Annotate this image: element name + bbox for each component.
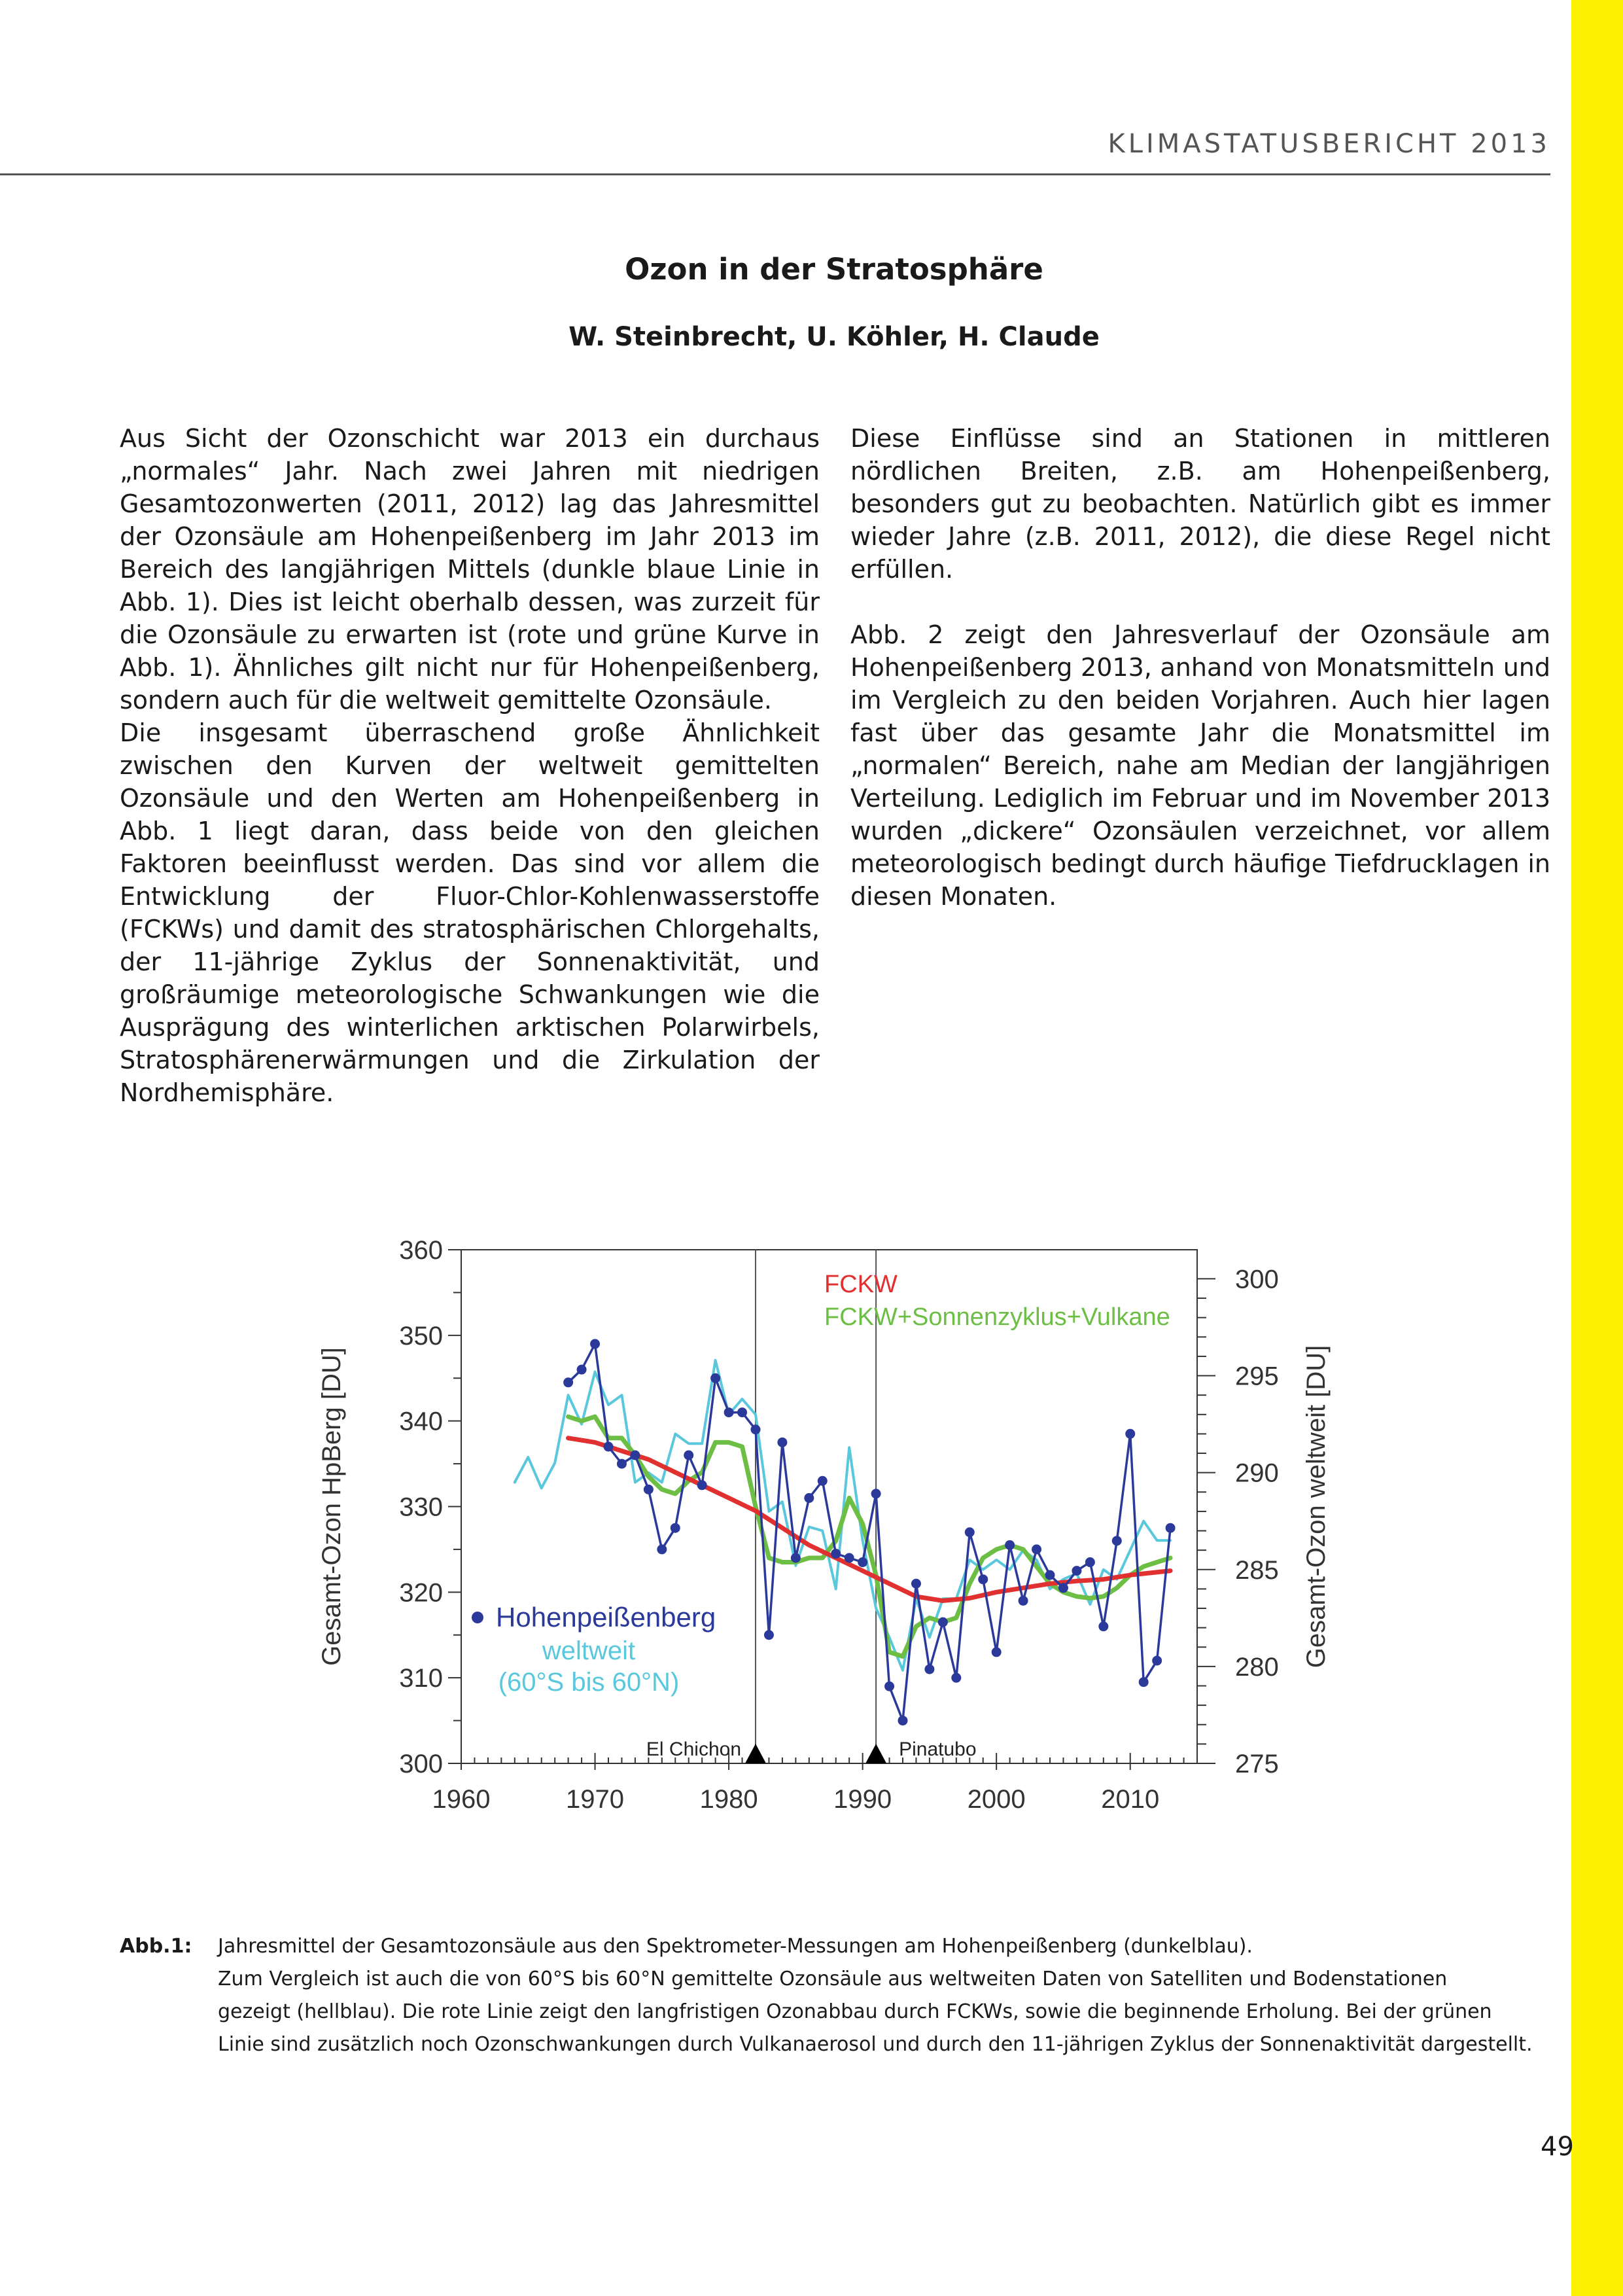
page-number: 49 xyxy=(1541,2132,1574,2162)
event-label: Pinatubo xyxy=(899,1739,977,1760)
right-column xyxy=(850,422,1550,913)
y2-tick-label: 285 xyxy=(1235,1555,1279,1585)
y2-tick-label: 300 xyxy=(1235,1265,1279,1294)
data-point-hohenpeissenberg xyxy=(1032,1544,1041,1554)
data-point-hohenpeissenberg xyxy=(697,1480,707,1490)
data-point-hohenpeissenberg xyxy=(804,1493,814,1503)
event-label: El Chichon xyxy=(646,1739,741,1760)
ozone-chart xyxy=(301,1210,1348,1852)
data-point-hohenpeissenberg xyxy=(1005,1540,1015,1550)
data-point-hohenpeissenberg xyxy=(992,1647,1002,1657)
y2-tick-label: 290 xyxy=(1235,1458,1279,1488)
data-point-hohenpeissenberg xyxy=(845,1553,854,1563)
legend-hohenpeissenberg: Hohenpeißenberg xyxy=(496,1602,716,1633)
data-point-hohenpeissenberg xyxy=(671,1523,680,1533)
data-point-hohenpeissenberg xyxy=(657,1544,667,1554)
data-point-hohenpeissenberg xyxy=(965,1527,975,1537)
article-authors: W. Steinbrecht, U. Köhler, H. Claude xyxy=(568,322,1100,352)
y-tick-label: 300 xyxy=(399,1750,443,1778)
y-tick-label: 320 xyxy=(399,1578,443,1608)
data-point-hohenpeissenberg xyxy=(1045,1570,1055,1580)
data-point-hohenpeissenberg xyxy=(1019,1596,1028,1606)
series-line-fckw xyxy=(568,1438,1171,1601)
y-axis-label: Gesamt-Ozon HpBerg [DU] xyxy=(317,1347,346,1666)
data-point-hohenpeissenberg xyxy=(1139,1677,1149,1687)
data-point-hohenpeissenberg xyxy=(884,1682,894,1691)
data-point-hohenpeissenberg xyxy=(1112,1536,1122,1545)
caption-label: Abb.1: xyxy=(120,1935,192,1958)
event-marker xyxy=(865,1744,886,1763)
data-point-hohenpeissenberg xyxy=(871,1489,881,1498)
y-tick-label: 330 xyxy=(399,1492,443,1522)
header-title: KLIMASTATUSBERICHT 2013 xyxy=(1108,129,1550,159)
data-point-hohenpeissenberg xyxy=(951,1673,961,1683)
legend-weltweit: weltweit xyxy=(542,1636,636,1665)
data-point-hohenpeissenberg xyxy=(644,1485,654,1494)
data-point-hohenpeissenberg xyxy=(978,1574,988,1584)
data-point-hohenpeissenberg xyxy=(563,1377,573,1387)
y-tick-label: 310 xyxy=(399,1664,443,1693)
left-paragraph-2: Die insgesamt überraschend große Ähnlichkeit zwischen den Kurven der weltweit gemittelten Ozonsäule und den Werten am Hohenpeißenberg in Abb. 1 liegt daran, dass beide von den gleichen Faktoren beeinflusst werden. Das sind vor allem die Entwicklung der Fluor-Chlor-Kohlenwasserstoffe (FCKWs) und damit des stratosphärischen Chlorgehalts, der 11-jährige Zyklus der Sonnenaktivität, und großräumige meteorologische Schwankungen wie die Ausprägung des winterlichen arktischen Polarwirbels, Stratosphärenerwärmungen und die Zirkulation der Nordhemisphäre. xyxy=(120,718,820,1107)
y2-tick-label: 295 xyxy=(1235,1362,1279,1391)
y-tick-label: 360 xyxy=(399,1236,443,1265)
data-point-hohenpeissenberg xyxy=(577,1365,587,1375)
y2-tick-label: 280 xyxy=(1235,1652,1279,1682)
caption-text xyxy=(218,1930,1559,2061)
legend-fckw-sonnenzyklus-vulkane: FCKW+Sonnenzyklus+Vulkane xyxy=(824,1303,1170,1331)
left-column xyxy=(120,422,820,1109)
data-point-hohenpeissenberg xyxy=(791,1553,801,1563)
caption-line-1: Jahresmittel der Gesamtozonsäule aus den Spektrometer-Messungen am Hohenpeißenberg (dunkelblau). xyxy=(218,1935,1253,1958)
data-point-hohenpeissenberg xyxy=(938,1617,948,1627)
data-point-hohenpeissenberg xyxy=(1085,1557,1095,1567)
data-point-hohenpeissenberg xyxy=(617,1459,627,1469)
data-point-hohenpeissenberg xyxy=(831,1549,841,1559)
data-point-hohenpeissenberg xyxy=(911,1579,921,1589)
data-point-hohenpeissenberg xyxy=(924,1665,934,1674)
y-tick-label: 350 xyxy=(399,1321,443,1351)
data-point-hohenpeissenberg xyxy=(604,1441,614,1451)
data-point-hohenpeissenberg xyxy=(818,1476,828,1486)
x-tick-label: 1970 xyxy=(566,1785,625,1814)
ozone-chart-figure xyxy=(301,1210,1348,1852)
data-point-hohenpeissenberg xyxy=(1098,1621,1108,1631)
data-point-hohenpeissenberg xyxy=(684,1451,693,1460)
legend-weltweit-range: (60°S bis 60°N) xyxy=(498,1668,680,1697)
series-line-hohenpeissenberg xyxy=(568,1344,1171,1721)
right-paragraph-1: Diese Einflüsse sind an Stationen in mittleren nördlichen Breiten, z.B. am Hohenpeißenberg, besonders gut zu beobachten. Natürlich gibt es immer wieder Jahre (z.B. 2011, 2012), die diese Regel nicht erfüllen. xyxy=(850,424,1550,584)
y-tick-label: 340 xyxy=(399,1407,443,1436)
data-point-hohenpeissenberg xyxy=(724,1407,734,1417)
data-point-hohenpeissenberg xyxy=(777,1438,787,1447)
y2-axis-label: Gesamt-Ozon weltweit [DU] xyxy=(1302,1345,1331,1669)
data-point-hohenpeissenberg xyxy=(751,1424,761,1434)
data-point-hohenpeissenberg xyxy=(737,1407,747,1417)
data-point-hohenpeissenberg xyxy=(858,1557,867,1567)
x-tick-label: 2010 xyxy=(1101,1785,1160,1814)
data-point-hohenpeissenberg xyxy=(710,1373,720,1383)
event-marker xyxy=(745,1744,766,1763)
caption-line-2: Zum Vergleich ist auch die von 60°S bis 60°N gemittelte Ozonsäule aus weltweiten Daten von Satelliten und Bodenstationen xyxy=(218,1968,1448,1990)
data-point-hohenpeissenberg xyxy=(1072,1566,1081,1576)
legend-fckw: FCKW xyxy=(824,1271,898,1298)
x-tick-label: 1990 xyxy=(833,1785,892,1814)
right-paragraph-2: Abb. 2 zeigt den Jahresverlauf der Ozonsäule am Hohenpeißenberg 2013, anhand von Monatsmitteln und im Vergleich zu den beiden Vorjahren. Auch hier lagen fast über das gesamte Jahr die Monatsmittel im „normalen“ Bereich, nahe am Median der langjährigen Verteilung. Lediglich im Februar und im November 2013 wurden „dickere“ Ozonsäulen verzeichnet, vor allem meteorologisch bedingt durch häufige Tiefdrucklagen in diesen Monaten. xyxy=(850,620,1550,911)
data-point-hohenpeissenberg xyxy=(630,1451,640,1460)
data-point-hohenpeissenberg xyxy=(1166,1523,1176,1533)
page-header xyxy=(0,124,1550,175)
data-point-hohenpeissenberg xyxy=(1125,1429,1135,1439)
legend-marker-hohenpeissenberg xyxy=(472,1612,483,1623)
x-tick-label: 1960 xyxy=(432,1785,491,1814)
x-tick-label: 2000 xyxy=(967,1785,1026,1814)
data-point-hohenpeissenberg xyxy=(590,1339,600,1349)
caption-line-4: Linie sind zusätzlich noch Ozonschwankungen durch Vulkanaerosol und durch den 11-jährigen Zyklus der Sonnenaktivität dargestellt. xyxy=(218,2033,1533,2056)
caption-line-3: gezeigt (hellblau). Die rote Linie zeigt den langfristigen Ozonabbau durch FCKWs, sowie die beginnende Erholung. Bei der grünen xyxy=(218,2000,1492,2023)
left-paragraph-1: Aus Sicht der Ozonschicht war 2013 ein durchaus „normales“ Jahr. Nach zwei Jahren mit niedrigen Gesamtozonwerten (2011, 2012) lag das Jahresmittel der Ozonsäule am Hohenpeißenberg im Jahr 2013 im Bereich des langjährigen Mittels (dunkle blaue Linie in Abb. 1). Dies ist leicht oberhalb dessen, was zurzeit für die Ozonsäule zu erwarten ist (rote und grüne Kurve in Abb. 1). Ähnliches gilt nicht nur für Hohenpeißenberg, sondern auch für die weltweit gemittelte Ozonsäule. xyxy=(120,424,820,715)
x-tick-label: 1980 xyxy=(699,1785,758,1814)
data-point-hohenpeissenberg xyxy=(764,1630,774,1640)
y2-tick-label: 275 xyxy=(1235,1750,1279,1778)
data-point-hohenpeissenberg xyxy=(1058,1583,1068,1593)
article-title: Ozon in der Stratosphäre xyxy=(625,252,1043,287)
data-point-hohenpeissenberg xyxy=(1152,1656,1162,1666)
data-point-hohenpeissenberg xyxy=(898,1716,908,1725)
